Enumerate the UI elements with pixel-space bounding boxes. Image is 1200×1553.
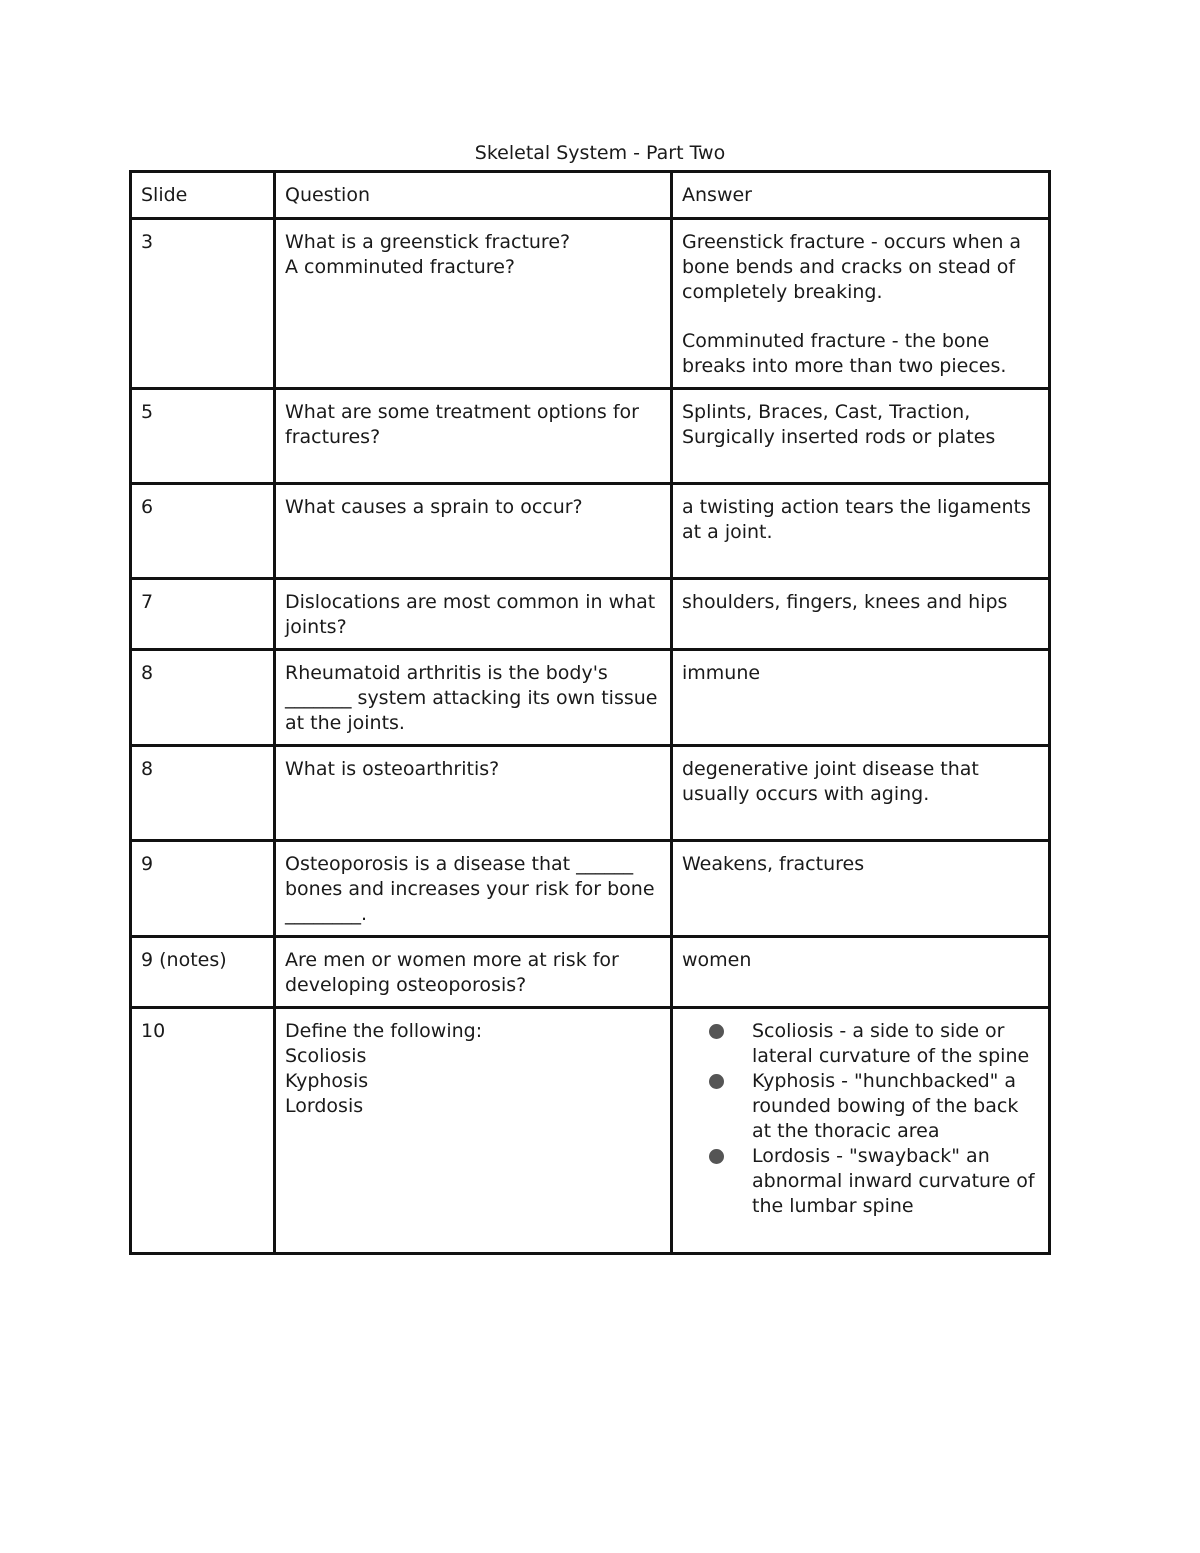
question-line: A comminuted fracture? bbox=[285, 256, 515, 278]
bullet-icon bbox=[709, 1149, 724, 1164]
answer-paragraph: Comminuted fracture - the bone breaks into more than two pieces. bbox=[682, 330, 1007, 377]
question-line: Scoliosis bbox=[285, 1045, 367, 1067]
question-cell: Osteoporosis is a disease that ______ bones and increases your risk for bone ________. bbox=[275, 841, 672, 937]
bullet-text: Scoliosis - a side to side or lateral curvature of the spine bbox=[752, 1020, 1030, 1067]
bullet-icon bbox=[709, 1024, 724, 1039]
header-question: Question bbox=[275, 172, 672, 219]
answer-cell: Weakens, fractures bbox=[672, 841, 1050, 937]
answer-cell: a twisting action tears the ligaments at a joint. bbox=[672, 484, 1050, 579]
question-line: What is a greenstick fracture? bbox=[285, 231, 571, 253]
question-cell: Rheumatoid arthritis is the body's _______ system attacking its own tissue at the joints. bbox=[275, 650, 672, 746]
answer-cell: immune bbox=[672, 650, 1050, 746]
table-row bbox=[131, 1008, 1050, 1254]
table-row bbox=[131, 650, 1050, 746]
table-row bbox=[131, 937, 1050, 1008]
question-line: Define the following: bbox=[285, 1020, 483, 1042]
table-row bbox=[131, 484, 1050, 579]
slide-cell: 9 bbox=[131, 841, 275, 937]
qa-table bbox=[129, 170, 1051, 1255]
answer-cell: women bbox=[672, 937, 1050, 1008]
list-item bbox=[682, 1069, 1040, 1144]
answer-bullet-list bbox=[682, 1019, 1040, 1219]
header-slide: Slide bbox=[131, 172, 275, 219]
slide-cell: 9 (notes) bbox=[131, 937, 275, 1008]
question-cell: Dislocations are most common in what joints? bbox=[275, 579, 672, 650]
slide-cell: 3 bbox=[131, 219, 275, 389]
slide-cell: 6 bbox=[131, 484, 275, 579]
slide-cell: 7 bbox=[131, 579, 275, 650]
list-item bbox=[682, 1019, 1040, 1069]
question-cell: What causes a sprain to occur? bbox=[275, 484, 672, 579]
table-row bbox=[131, 579, 1050, 650]
answer-cell: shoulders, fingers, knees and hips bbox=[672, 579, 1050, 650]
slide-cell: 8 bbox=[131, 650, 275, 746]
question-cell bbox=[275, 219, 672, 389]
header-answer: Answer bbox=[672, 172, 1050, 219]
bullet-icon bbox=[709, 1074, 724, 1089]
answer-paragraph: Greenstick fracture - occurs when a bone bends and cracks on stead of completely breaking. bbox=[682, 231, 1022, 303]
slide-cell: 5 bbox=[131, 389, 275, 484]
answer-cell: Splints, Braces, Cast, Traction, Surgically inserted rods or plates bbox=[672, 389, 1050, 484]
slide-cell: 10 bbox=[131, 1008, 275, 1254]
bullet-text: Lordosis - "swayback" an abnormal inward curvature of the lumbar spine bbox=[752, 1145, 1035, 1217]
question-cell: Are men or women more at risk for developing osteoporosis? bbox=[275, 937, 672, 1008]
table-row bbox=[131, 219, 1050, 389]
question-line: Kyphosis bbox=[285, 1070, 369, 1092]
list-item bbox=[682, 1144, 1040, 1219]
table-header-row bbox=[131, 172, 1050, 219]
bullet-text: Kyphosis - "hunchbacked" a rounded bowing of the back at the thoracic area bbox=[752, 1070, 1019, 1142]
answer-cell bbox=[672, 219, 1050, 389]
question-line: Lordosis bbox=[285, 1095, 364, 1117]
answer-cell: degenerative joint disease that usually occurs with aging. bbox=[672, 746, 1050, 841]
slide-cell: 8 bbox=[131, 746, 275, 841]
table-row bbox=[131, 841, 1050, 937]
question-cell bbox=[275, 1008, 672, 1254]
document-title: Skeletal System - Part Two bbox=[474, 142, 726, 164]
answer-cell bbox=[672, 1008, 1050, 1254]
table-row bbox=[131, 389, 1050, 484]
table-row bbox=[131, 746, 1050, 841]
question-cell: What are some treatment options for fractures? bbox=[275, 389, 672, 484]
question-cell: What is osteoarthritis? bbox=[275, 746, 672, 841]
